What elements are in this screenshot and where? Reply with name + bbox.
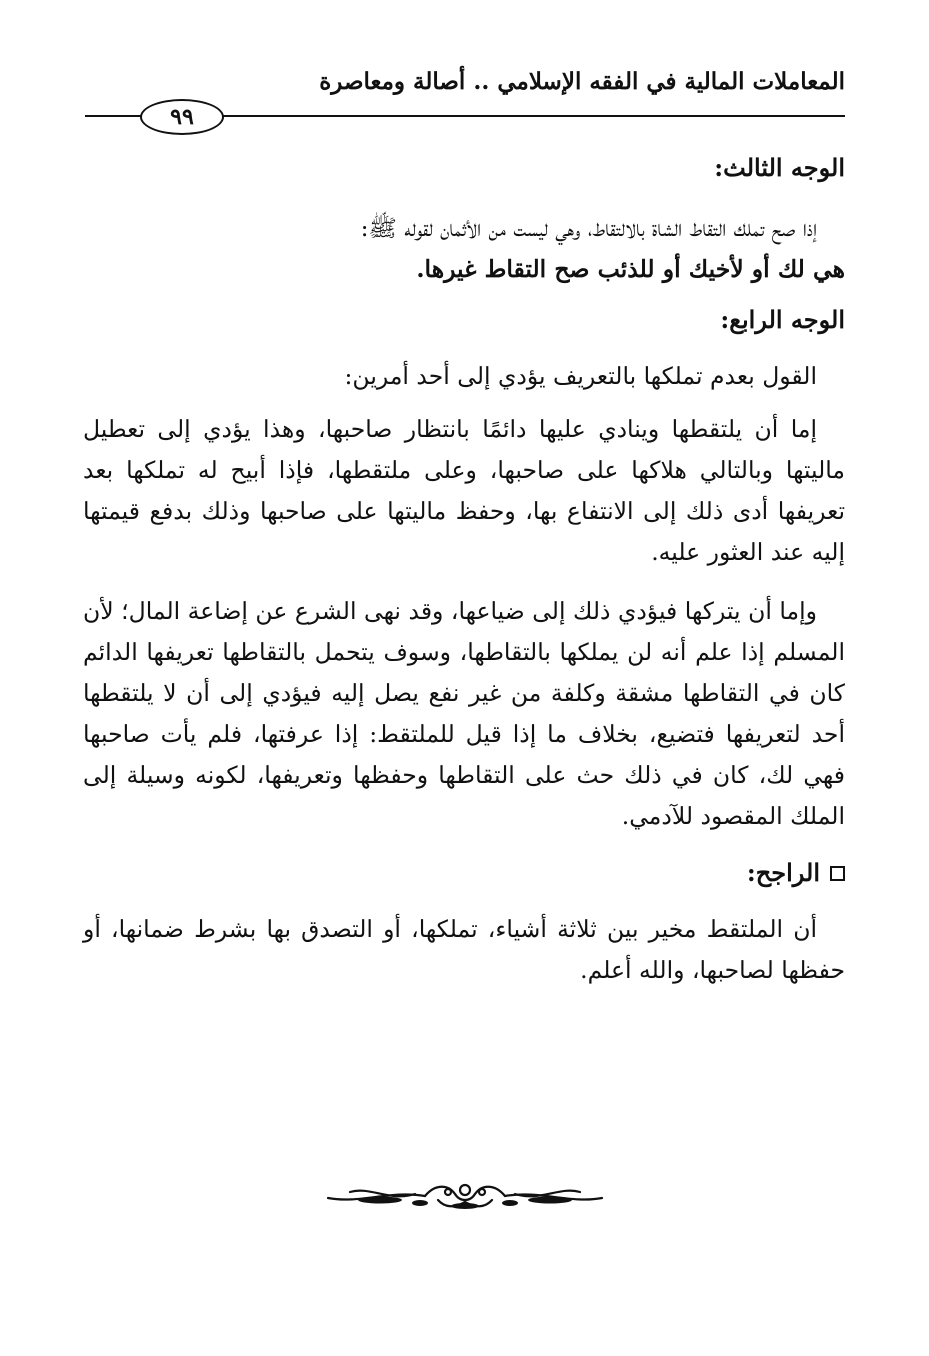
page-number: ٩٩ (140, 99, 224, 135)
closing-ornament-icon (320, 1176, 610, 1216)
heading-fourth-aspect: الوجه الرابع: (720, 305, 845, 334)
paragraph-preferred-opinion: أن الملتقط مخير بين ثلاثة أشياء، تملكها، أو التصدق بها بشرط ضمانها، أو حفظها لصاحبها، والله أعلم. (83, 915, 845, 984)
paragraph-first-option: إما أن يلتقطها وينادي عليها دائمًا بانتظار صاحبها، وهذا يؤدي إلى تعطيل ماليتها وبالتالي هلاكها على صاحبها، وعلى ملتقطها، فإذا أبيح له تملكها بعد تعريفها أدى ذلك إلى الانتفاع بها، وحفظ ماليتها على صاحبها وذلك بدفع قيمتها إليه عند العثور عليه. (83, 415, 845, 566)
hadith-quote: هي لك أو لأخيك أو للذئب صح التقاط غيرها. (416, 255, 845, 283)
running-title: المعاملات المالية في الفقه الإسلامي .. أصالة ومعاصرة (319, 68, 845, 95)
heading-third-aspect: الوجه الثالث: (714, 153, 845, 182)
third-aspect-text: إذا صح تملك التقاط الشاة بالالتقاط، وهي ليست من الأثمان لقوله ﷺ: (360, 214, 817, 242)
heading-preferred-opinion (83, 855, 845, 891)
paragraph-third-aspect (83, 208, 845, 290)
preferred-label: الراجح: (746, 858, 820, 887)
paragraph-second-option: وإما أن يتركها فيؤدي ذلك إلى ضياعها، وقد نهى الشرع عن إضاعة المال؛ لأن المسلم إذا علم أنه لن يملكها بالتقاطها، وسوف يتحمل بالتقاطها تعريفها الدائم كان في التقاطها مشقة وكلفة من غير نفع يصل إليه فيؤدي إلى أن لا يلتقطها أحد لتعريفها فتضيع، بخلاف ما إذا قيل للملتقط: إذا عرفتها، فلم يأت صاحبها فهي لك، كان في ذلك حث على التقاطها وحفظها وتعريفها، لكونه وسيلة إلى الملك المقصود للآدمي. (83, 597, 845, 830)
square-bullet-icon (830, 866, 845, 881)
page-content (83, 150, 845, 991)
paragraph-fourth-intro: القول بعدم تملكها بالتعريف يؤدي إلى أحد أمرين: (344, 362, 817, 390)
